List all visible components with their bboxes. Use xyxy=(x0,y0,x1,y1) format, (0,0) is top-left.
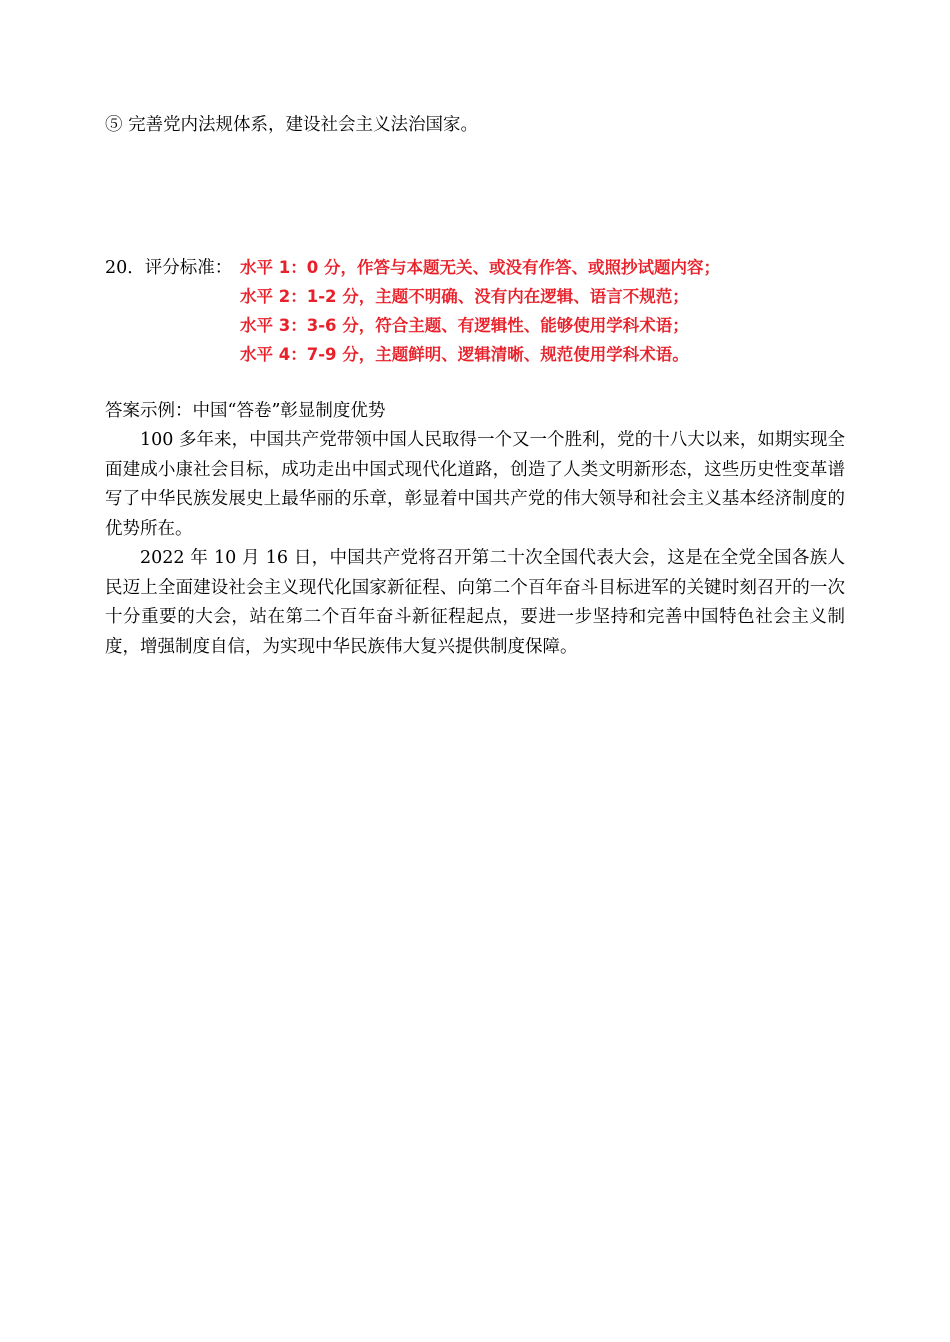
scoring-level-2: 水平 2：1-2 分，主题不明确、没有内在逻辑、语言不规范； xyxy=(240,287,689,306)
answer-example-heading: 答案示例：中国“答卷”彰显制度优势 xyxy=(105,401,386,421)
answer-item-5: ⑤ 完善党内法规体系，建设社会主义法治国家。 xyxy=(105,115,479,135)
scoring-level-1: 水平 1：0 分，作答与本题无关、或没有作答、或照抄试题内容； xyxy=(240,258,720,277)
scoring-level-3: 水平 3：3-6 分，符合主题、有逻辑性、能够使用学科术语； xyxy=(240,316,689,335)
scoring-level-4: 水平 4：7-9 分，主题鲜明、逻辑清晰、规范使用学科术语。 xyxy=(240,345,689,364)
question-20-label: 20．评分标准： xyxy=(105,258,233,278)
answer-paragraph-1: 100 多年来，中国共产党带领中国人民取得一个又一个胜利，党的十八大以来，如期实现全面建成小康社会目标，成功走出中国式现代化道路，创造了人类文明新形态，这些历史性变革谱写了中华民族发展史上最华丽的乐章，彰显着中国共产党的伟大领导和社会主义基本经济制度的优势所在。 xyxy=(105,430,845,539)
answer-paragraph-2: 2022 年 10 月 16 日，中国共产党将召开第二十次全国代表大会，这是在全党全国各族人民迈上全面建设社会主义现代化国家新征程、向第二个百年奋斗目标进军的关键时刻召开的一次十分重要的大会，站在第二个百年奋斗新征程起点，要进一步坚持和完善中国特色社会主义制度，增强制度自信，为实现中华民族伟大复兴提供制度保障。 xyxy=(105,548,845,657)
